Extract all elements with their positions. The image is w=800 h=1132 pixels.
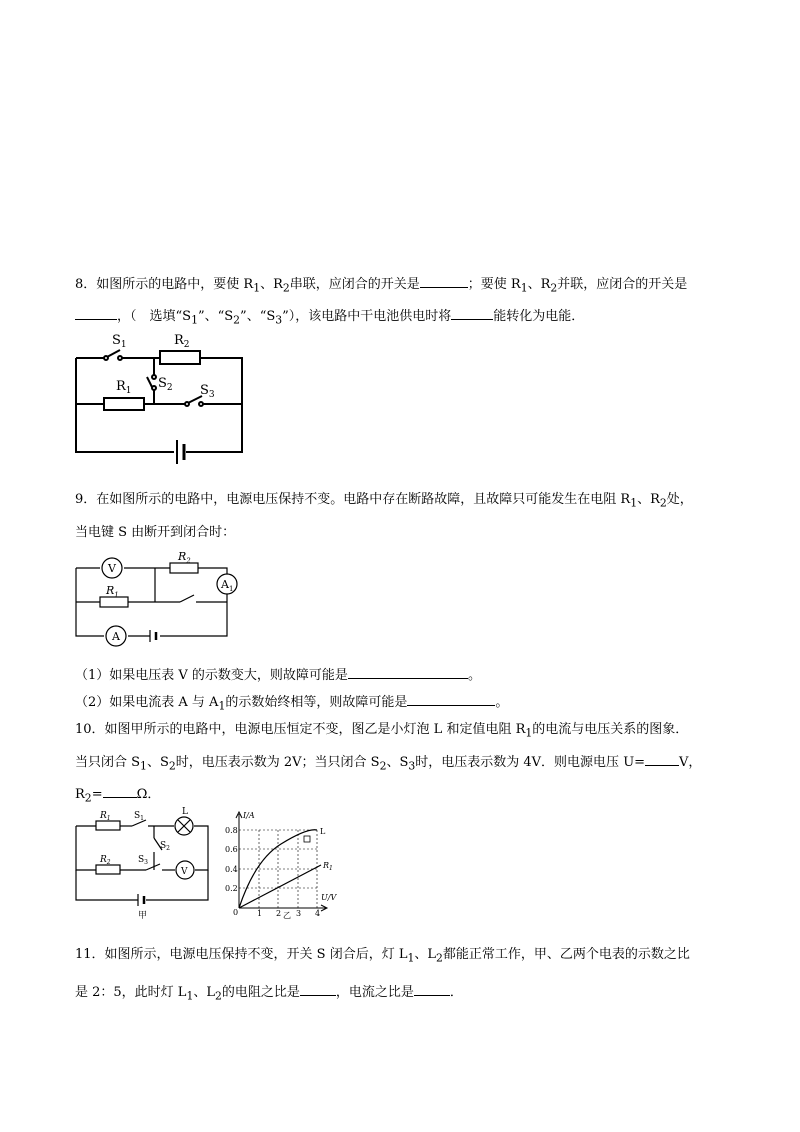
q8-blank-energy[interactable]: [451, 306, 493, 320]
q8-label-r2: $R_2$: [174, 333, 190, 350]
q8-blank-series[interactable]: [420, 274, 468, 288]
q10-blank-voltage[interactable]: [645, 752, 679, 766]
q10-line1: 10．如图甲所示的电路中，电源电压恒定不变，图乙是小灯泡 L 和定值电阻 $R_1$的电流与电压关系的图象．: [75, 722, 689, 740]
q10-graph-caption: 乙: [283, 911, 291, 920]
q10-label-lamp: L: [182, 807, 188, 817]
q8-label-s1: $S_1$: [112, 333, 127, 350]
q8-label-s2: $S_2$: [158, 376, 173, 393]
q9-line1: 9．在如图所示的电路中，电源电压保持不变。电路中存在断路故障，且故障只可能发生在电阻 $R_1$、$R_2$处，: [75, 492, 693, 510]
q10-caption-jia: 甲: [138, 911, 148, 921]
q9-part2: （2）如果电流表 A 与 $A_1$的示数始终相等，则故障可能是 。: [75, 692, 735, 716]
q8-label-r1: $R_1$: [116, 379, 132, 396]
q10-label-s2: $S_2$: [160, 841, 170, 852]
q10-line3: $R_2= \Omega$．: [75, 784, 735, 808]
q10-curve-label-r1: $R_1$: [323, 861, 333, 872]
q10-label-r2: $R_2$: [100, 855, 111, 866]
q9-label-r2: $R_2$: [178, 550, 191, 565]
q9-part1: （1）如果电压表 V 的示数变大，则故障可能是 。: [75, 665, 735, 685]
q8-line1: 8．如图所示的电路中，要使 $R_1$、$R_2$串联，应闭合的开关是 ；要使 $R_1$、$R_2$并联，应闭合的开关是: [75, 274, 735, 298]
q10-ytick-0: 0.8: [225, 826, 238, 835]
q10-label-s3: $S_3$: [138, 855, 148, 866]
q10-voltmeter-v: V: [181, 867, 188, 877]
q10-xtick-0: 1: [257, 909, 263, 918]
q10-curve-label-l: L: [320, 827, 326, 836]
q10-graph-ylabel: I/A: [243, 811, 255, 820]
q10-line-r1: [239, 865, 321, 908]
q10-iu-graph: [225, 808, 345, 918]
q8-label-s3: $S_3$: [200, 383, 215, 400]
q9-blank-1[interactable]: [348, 665, 468, 679]
q9-line2: 当电键 S 由断开到闭合时：: [75, 525, 236, 540]
q8-blank-parallel[interactable]: [75, 306, 117, 320]
q10-ytick-2: 0.4: [225, 865, 238, 874]
q10-label-s1: $S_1$: [134, 811, 144, 822]
q10-xtick-3: 4: [315, 909, 321, 918]
q10-ytick-3: 0.2: [225, 884, 238, 893]
q9-ammeter-a1: $A_1$: [221, 578, 234, 593]
q10-circuit-diagram: [70, 807, 220, 921]
q10-xtick-2: 3: [296, 909, 302, 918]
q10-ytick-1: 0.6: [225, 845, 238, 854]
q9-voltmeter-v: V: [108, 562, 116, 575]
q9-circuit-diagram: [70, 550, 250, 650]
q10-xtick-1: 2: [276, 909, 282, 918]
q9-ammeter-a: A: [112, 630, 120, 643]
q10-blank-r2[interactable]: [103, 784, 137, 798]
q11-blank-resistance-ratio[interactable]: [300, 982, 336, 996]
q10-graph-xlabel: U/V: [321, 893, 337, 902]
q10-line2: 当只闭合 $S_1$、$S_2$时，电压表示数为 2V；当只闭合 $S_2$、$S_3$时，电压表示数为 4V．则电源电压 U= V，: [75, 752, 735, 776]
q11-line2: 是 2：5，此时灯 $L_1$、$L_2$的电阻之比是 ，电流之比是 ．: [75, 982, 735, 1006]
q11-line1: 11．如图所示，电源电压保持不变，开关 S 闭合后，灯 $L_1$、$L_2$都能正常工作，甲、乙两个电表的示数之比: [75, 947, 690, 965]
q10-label-r1: $R_1$: [100, 811, 111, 822]
q8-line2: ，（ 选填“$S_1$”、“$S_2$”、“$S_3$”），该电路中干电池供电时将 能转化为电能．: [75, 306, 735, 330]
q11-blank-current-ratio[interactable]: [414, 982, 450, 996]
q10-origin: 0: [233, 908, 239, 917]
q9-blank-2[interactable]: [407, 692, 495, 706]
q8-circuit-diagram: [70, 330, 250, 470]
q9-label-r1: $R_1$: [106, 584, 119, 599]
